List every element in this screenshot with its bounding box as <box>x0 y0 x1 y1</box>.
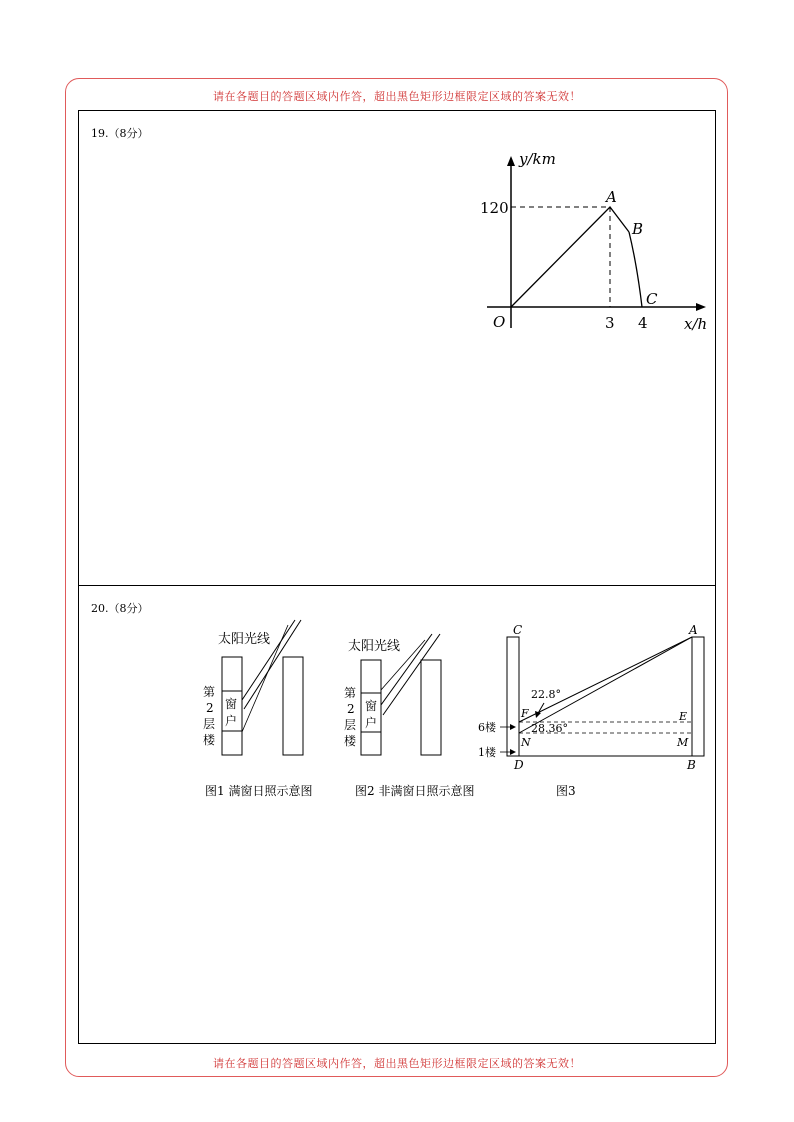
fig1-sun-label: 太阳光线 <box>218 632 271 647</box>
fig3-ray-af <box>519 637 692 722</box>
fig2-sun-label: 太阳光线 <box>348 639 401 654</box>
x-tick-4: 4 <box>638 314 648 332</box>
fig3-label-e: E <box>679 710 688 723</box>
fig3-building-right <box>692 637 704 756</box>
fig2-window-char-2: 户 <box>365 716 378 730</box>
fig1-floor-char-4: 楼 <box>203 733 216 747</box>
fig3-label-m: M <box>677 736 689 749</box>
fig1-floor-char-1: 第 <box>203 685 216 699</box>
point-a-label: A <box>606 188 617 206</box>
q19-label: 19.（8分） <box>91 127 149 140</box>
fig3-label-a: A <box>689 623 698 637</box>
fig3-label-f: F <box>521 707 529 720</box>
fig1-floor-char-2: 2 <box>206 701 214 715</box>
fig3-floor6: 6楼 <box>478 721 496 734</box>
fig3-label-d: D <box>514 758 524 772</box>
fig2-caption: 图2 非满窗日照示意图 <box>355 784 475 798</box>
x-tick-3: 3 <box>605 314 615 332</box>
fig3-caption: 图3 <box>556 784 576 798</box>
fig1-window-char-2: 户 <box>225 714 238 728</box>
fig3-label-n: N <box>521 736 531 749</box>
fig2-floor-char-2: 2 <box>347 702 355 716</box>
fig3-label-c: C <box>513 623 523 637</box>
top-warning: 请在各题目的答题区域内作答，超出黑色矩形边框限定区域的答案无效！ <box>213 90 581 103</box>
y-axis-label: y/km <box>519 150 556 168</box>
fig2-floor-char-3: 层 <box>344 718 357 732</box>
fig1-caption: 图1 满窗日照示意图 <box>205 784 313 798</box>
fig1-floor-char-3: 层 <box>203 717 216 731</box>
origin-label: O <box>493 313 506 331</box>
fig3-angle1: 22.8° <box>531 688 561 701</box>
fig3-ray-an <box>519 637 692 733</box>
fig3-angle2: 28.36° <box>531 722 568 735</box>
fig2-floor-char-4: 楼 <box>344 734 357 748</box>
fig3-floor1: 1楼 <box>478 746 496 759</box>
fig1-window-char-1: 窗 <box>225 697 238 711</box>
fig2-window-char-1: 窗 <box>365 699 378 713</box>
point-c-label: C <box>646 290 658 308</box>
fig3-building-left <box>507 637 519 756</box>
fig3-label-b: B <box>687 758 696 772</box>
q20-label: 20.（8分） <box>91 602 149 615</box>
y-tick-120: 120 <box>480 199 509 217</box>
fig2-floor-char-1: 第 <box>344 686 357 700</box>
point-b-label: B <box>632 220 644 238</box>
bottom-warning: 请在各题目的答题区域内作答，超出黑色矩形边框限定区域的答案无效！ <box>213 1057 581 1070</box>
x-axis-label: x/h <box>684 315 708 333</box>
